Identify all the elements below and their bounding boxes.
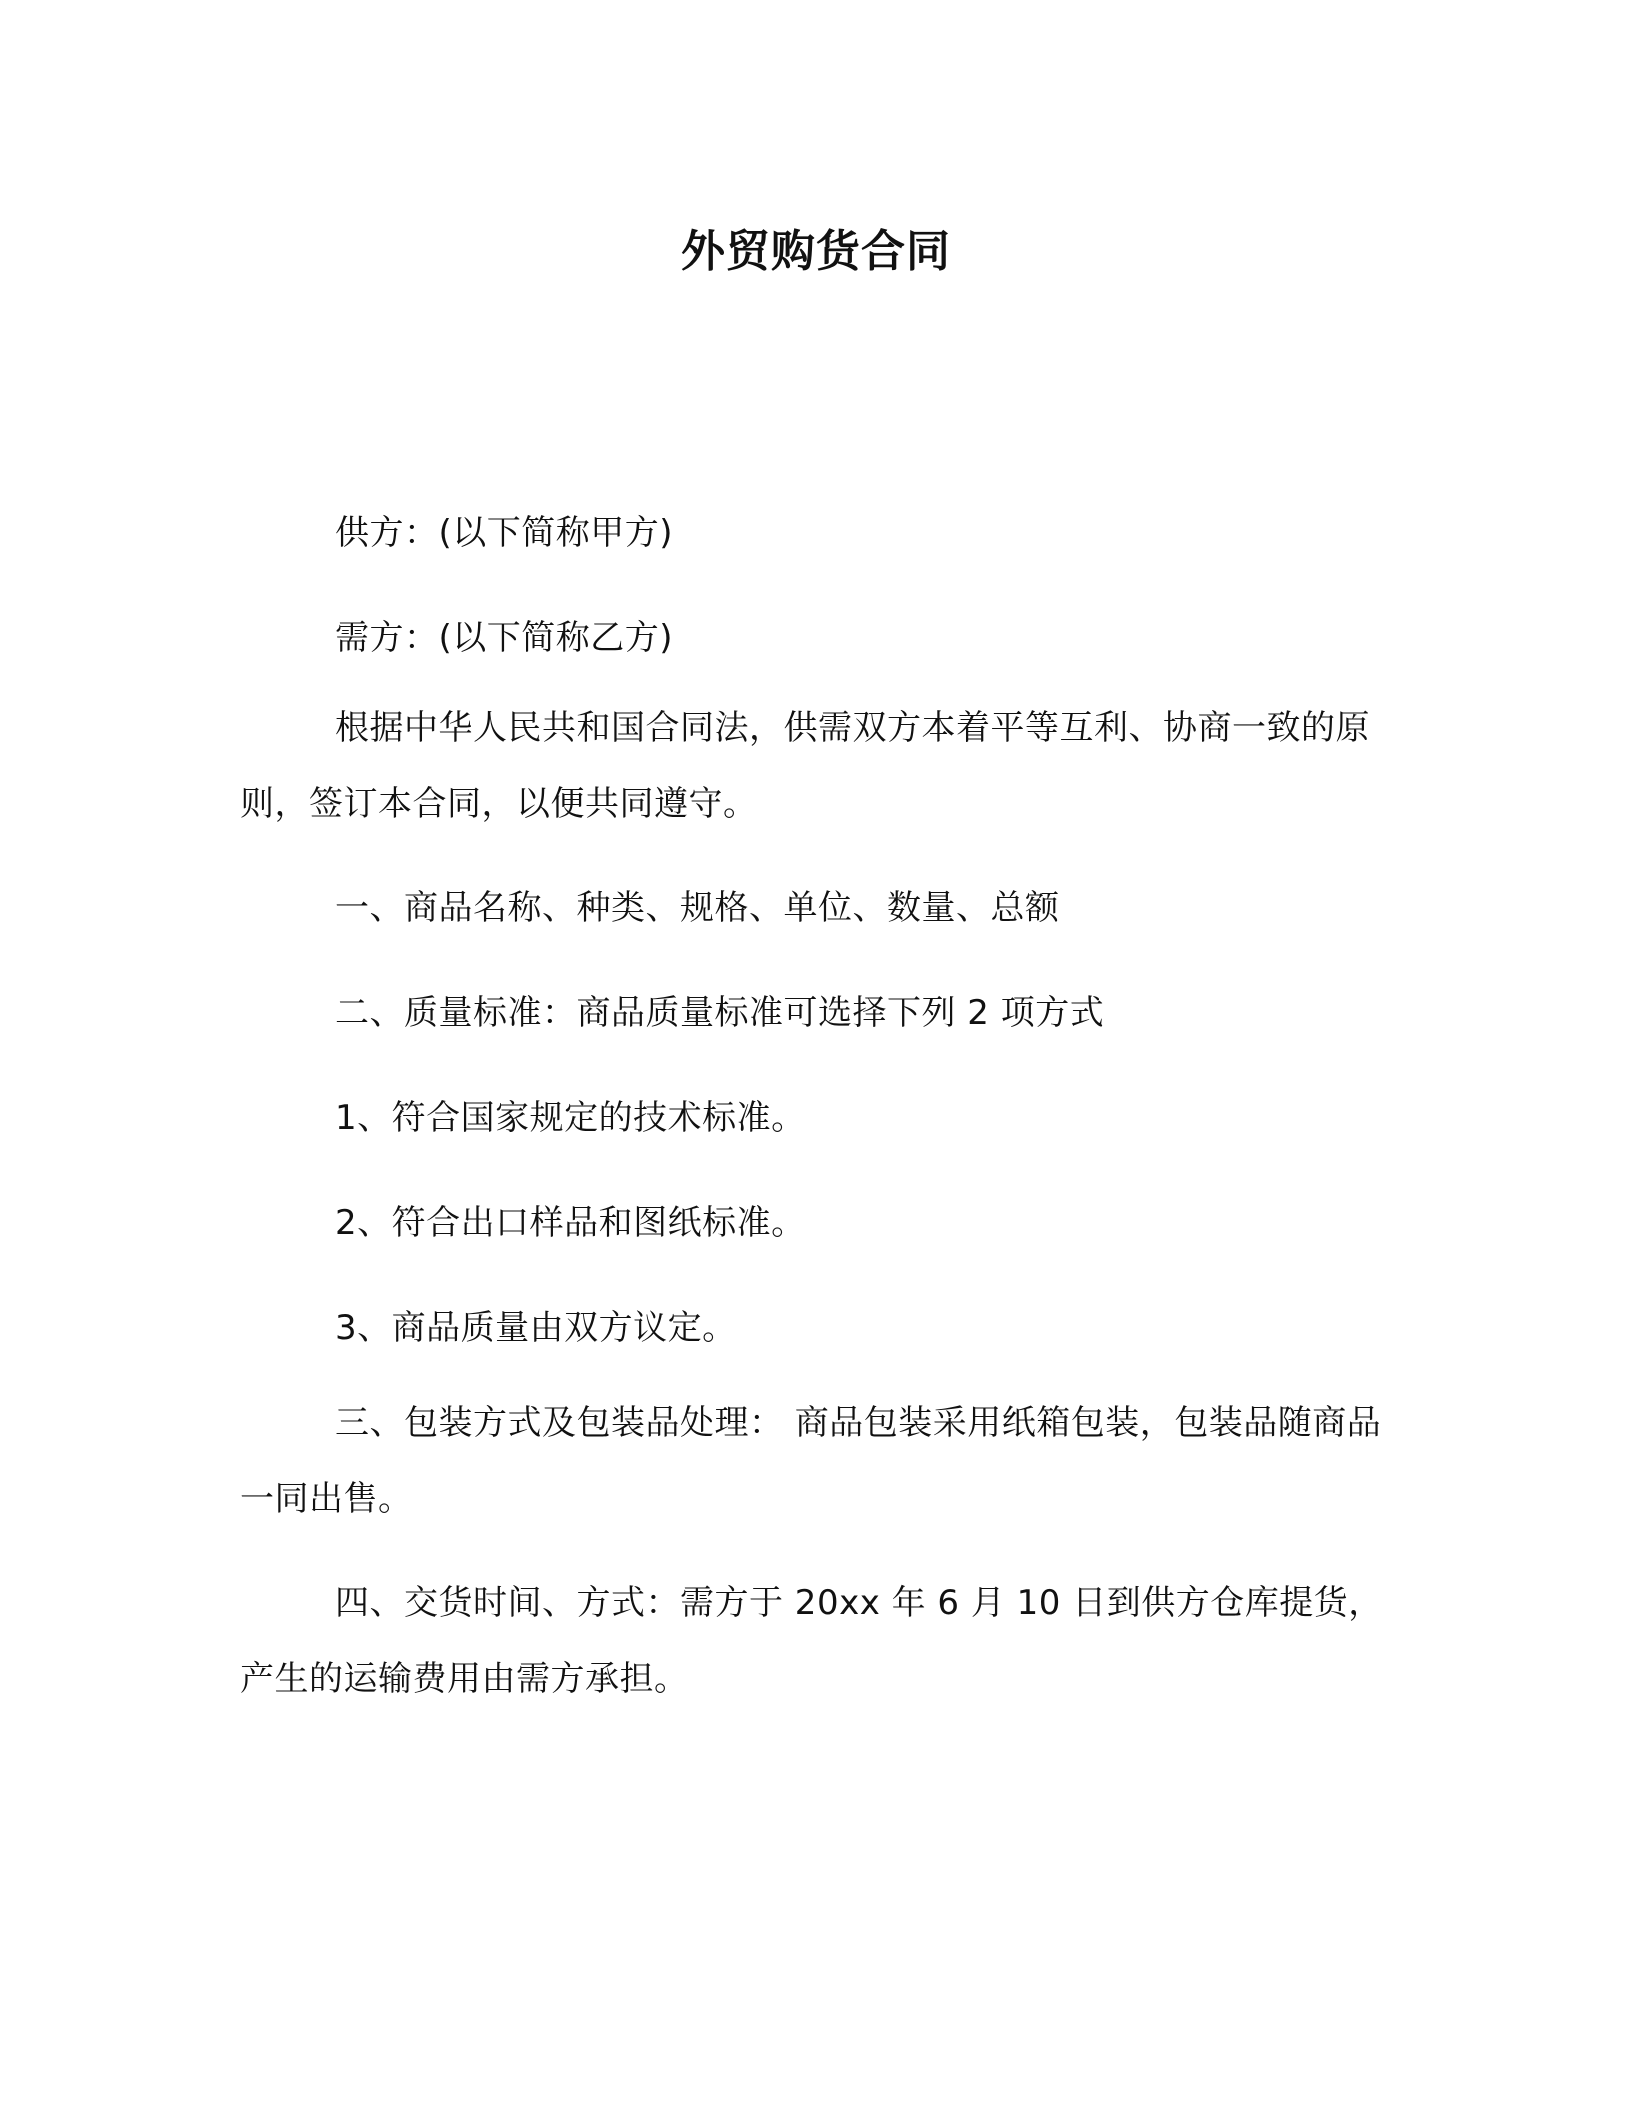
quality-option-3: 3、商品质量由双方议定。: [335, 1308, 737, 1348]
clause-2-heading: 二、质量标准：商品质量标准可选择下列 2 项方式: [335, 993, 1105, 1033]
document-title: 外贸购货合同: [681, 226, 951, 277]
clause-3-packaging: 三、包装方式及包装品处理： 商品包装采用纸箱包装，包装品随商品一同出售。: [240, 1403, 1382, 1519]
quality-option-1: 1、符合国家规定的技术标准。: [335, 1098, 806, 1138]
buyer-line: 需方：(以下简称乙方): [335, 618, 674, 658]
supplier-line: 供方：(以下简称甲方): [335, 513, 674, 553]
quality-option-2: 2、符合出口样品和图纸标准。: [335, 1203, 806, 1243]
clause-1-heading: 一、商品名称、种类、规格、单位、数量、总额: [335, 888, 1060, 928]
clause-4-delivery: 四、交货时间、方式：需方于 20xx 年 6 月 10 日到供方仓库提货，产生的运输费用由需方承担。: [240, 1583, 1383, 1699]
preamble-paragraph: 根据中华人民共和国合同法，供需双方本着平等互利、协商一致的原则，签订本合同，以便共同遵守。: [240, 708, 1370, 824]
